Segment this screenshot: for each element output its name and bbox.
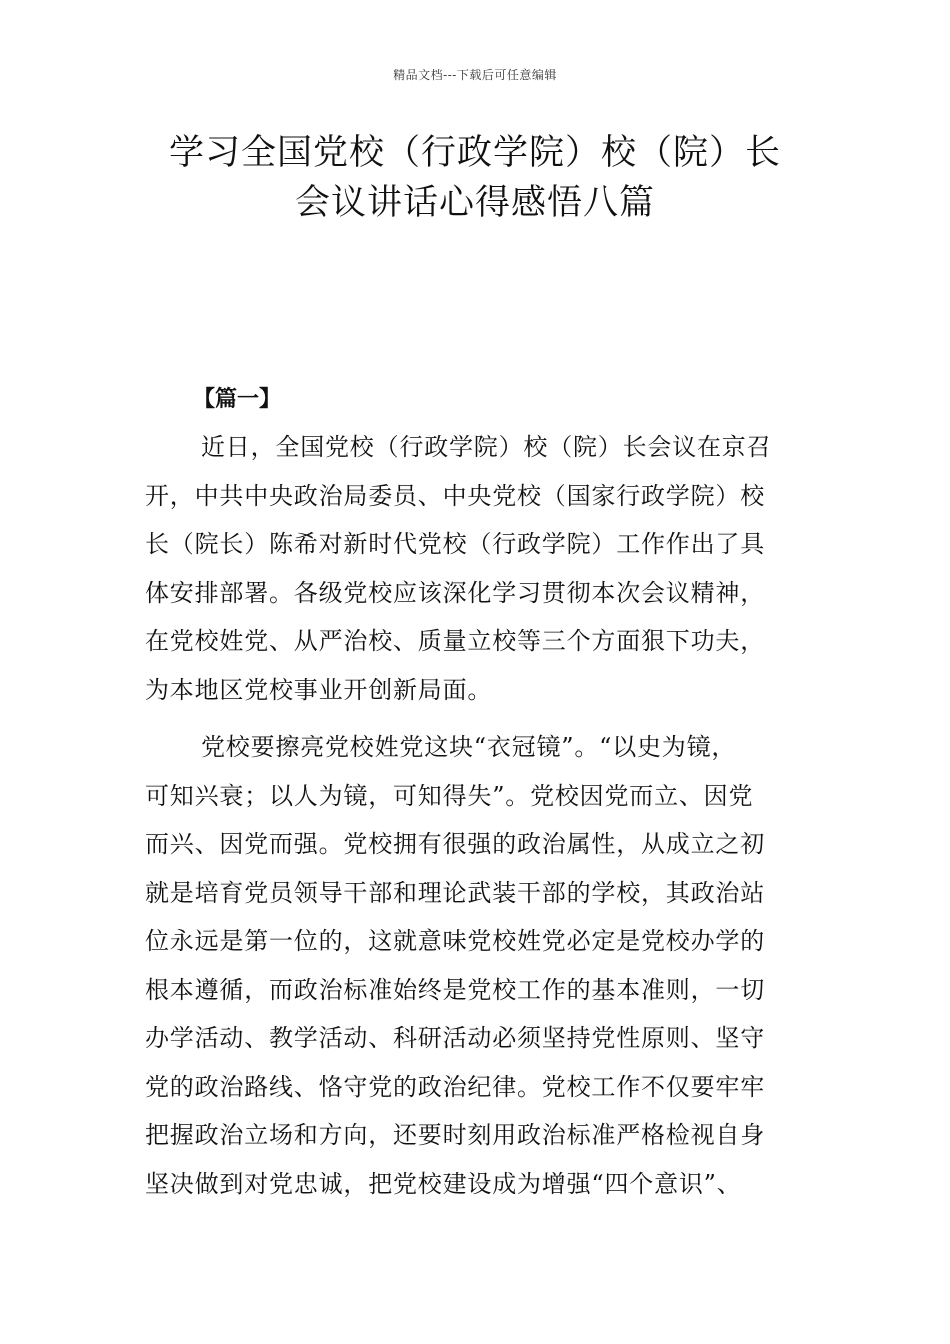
text-line: 就是培育党员领导干部和理论武装干部的学校，其政治站: [145, 878, 765, 907]
text-line: 为本地区党校事业开创新局面。: [145, 675, 493, 704]
text-line: 把握政治立场和方向，还要时刻用政治标准严格检视自身: [145, 1121, 765, 1149]
text-line: 可知兴衰；以人为镜，可知得失”。党校因党而立、因党: [145, 781, 754, 810]
paragraph-2: [145, 723, 805, 1208]
text-line: 位永远是第一位的，这就意味党校姓党必定是党校办学的: [145, 927, 765, 955]
title-line: 学习全国党校（行政学院）校（院）长: [168, 133, 781, 173]
text-line: 而兴、因党而强。党校拥有很强的政治属性，从成立之初: [145, 830, 765, 858]
text-line: 坚决做到对党忠诚，把党校建设成为增强“四个意识”、: [145, 1169, 742, 1198]
text-line: 根本遵循，而政治标准始终是党校工作的基本准则，一切: [145, 975, 765, 1004]
text-line: 近日，全国党校（行政学院）校（院）长会议在京召: [201, 433, 772, 461]
text-line: 办学活动、教学活动、科研活动必须坚持党性原则、坚守: [145, 1024, 765, 1052]
text-line: 长（院长）陈希对新时代党校（行政学院）工作作出了具: [145, 530, 765, 558]
text-line: 党校要擦亮党校姓党这块“衣冠镜”。“以史为镜，: [201, 733, 737, 761]
text-line: 在党校姓党、从严治校、质量立校等三个方面狠下功夫，: [145, 627, 765, 655]
section-label: 【篇一】: [193, 386, 282, 412]
title-line: 会议讲话心得感悟八篇: [294, 183, 655, 223]
text-line: 党的政治路线、恪守党的政治纪律。党校工作不仅要牢牢: [145, 1072, 765, 1101]
text-line: 开，中共中央政治局委员、中央党校（国家行政学院）校: [145, 481, 765, 510]
text-line: 体安排部署。各级党校应该深化学习贯彻本次会议精神，: [145, 578, 765, 607]
document-title: [110, 128, 840, 228]
paragraph-1: [145, 423, 805, 714]
header-note: 精品文档---下载后可任意编辑: [393, 68, 557, 82]
